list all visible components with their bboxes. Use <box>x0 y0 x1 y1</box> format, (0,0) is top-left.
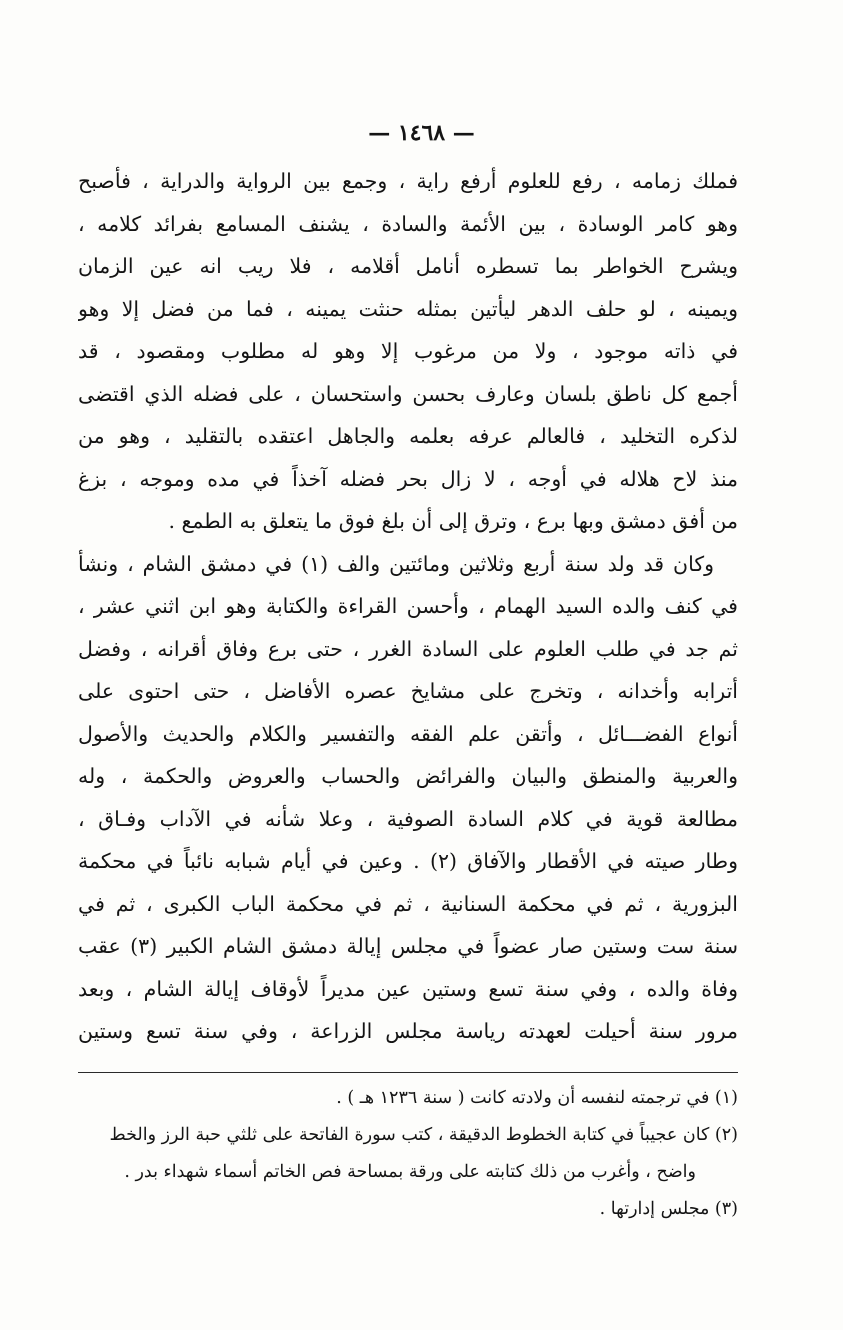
text-line: ويمينه ، لو حلف الدهر ليأتين بمثله حنثت يمينه ، فما من فضل إلا وهو <box>78 296 738 321</box>
text-line: والعربية والمنطق والبيان والفرائض والحساب والعروض والحكمة ، وله <box>78 764 738 788</box>
text-line: البزورية ، ثم في محكمة السنانية ، ثم في محكمة الباب الكبرى ، ثم في <box>78 891 738 916</box>
text-line: وهو كامر الوسادة ، بين الأئمة والسادة ، يشنف المسامع بفرائد كلامه ، <box>78 211 738 236</box>
paragraph-start-line: وكان قد ولد سنة أربع وثلاثين ومائتين والف (١) في دمشق الشام ، ونشأ <box>78 551 714 576</box>
text-line: أجمع كل ناطق بلسان وعارف بحسن واستحسان ، على فضله الذي اقتضى <box>78 381 738 406</box>
text-line: في ذاته موجود ، ولا من مرغوب إلا وهو له مطلوب ومقصود ، قد <box>78 339 738 363</box>
footnote-divider <box>78 1072 738 1073</box>
text-line: مرور سنة أحيلت لعهدته رياسة مجلس الزراعة ، وفي سنة تسع وستين <box>78 1019 738 1043</box>
footnote-1: (١) في ترجمته لنفسه أن ولادته كانت ( سنة ١٢٣٦ هـ ) . <box>336 1088 738 1108</box>
text-line: ويشرح الخواطر بما تسطره أنامل أقلامه ، فلا ريب انه عين الزمان <box>78 254 738 278</box>
page-number: — ١٤٦٨ — <box>368 120 475 146</box>
text-line: فملك زمامه ، رفع للعلوم أرفع راية ، وجمع بين الرواية والدراية ، فأصبح <box>78 169 738 193</box>
text-line: ثم جد في طلب العلوم على السادة الغرر ، حتى برع وفاق أقرانه ، وفضل <box>78 636 738 661</box>
body-text <box>78 160 738 1053</box>
text-line: أنواع الفضـــائل ، وأتقن علم الفقه والتفسير والكلام والحديث والأصول <box>78 721 738 746</box>
text-line: منذ لاح هلاله في أوجه ، لا زال بحر فضله آخذاً في مده وموجه ، بزغ <box>78 466 738 491</box>
text-line: لذكره التخليد ، فالعالم عرفه بعلمه والجاهل اعتقده بالتقليد ، وهو من <box>78 424 738 448</box>
text-line: وطار صيته في الأقطار والآفاق (٢) . وعين في أيام شبابه نائباً في محكمة <box>78 849 738 873</box>
text-line: مطالعة قوية في كلام السادة الصوفية ، وعلا شأنه في الآداب وفـاق ، <box>78 806 738 831</box>
text-line: في كنف والده السيد الهمام ، وأحسن القراءة والكتابة وهو ابن اثني عشر ، <box>78 594 738 618</box>
footnote-3: (٣) مجلس إدارتها . <box>599 1199 738 1219</box>
paragraph-end-line: من أفق دمشق وبها برع ، وترق إلى أن بلغ فوق ما يتعلق به الطمع . <box>168 509 738 533</box>
footnotes <box>78 1080 738 1228</box>
text-line: أترابه وأخدانه ، وتخرج على مشايخ عصره الأفاضل ، حتى احتوى على <box>78 679 738 703</box>
text-line: سنة ست وستين صار عضواً في مجلس إيالة دمشق الشام الكبير (٣) عقب <box>78 934 738 958</box>
footnote-2: (٢) كان عجيباً في كتابة الخطوط الدقيقة ، كتب سورة الفاتحة على ثلثي حبة الرز والخط <box>109 1125 738 1145</box>
footnote-2-continued: واضح ، وأغرب من ذلك كتابته على ورقة بمساحة فص الخاتم أسماء شهداء بدر . <box>124 1162 696 1182</box>
text-line: وفاة والده ، وفي سنة تسع وستين عين مديراً لأوقاف إيالة الشام ، وبعد <box>78 976 738 1001</box>
